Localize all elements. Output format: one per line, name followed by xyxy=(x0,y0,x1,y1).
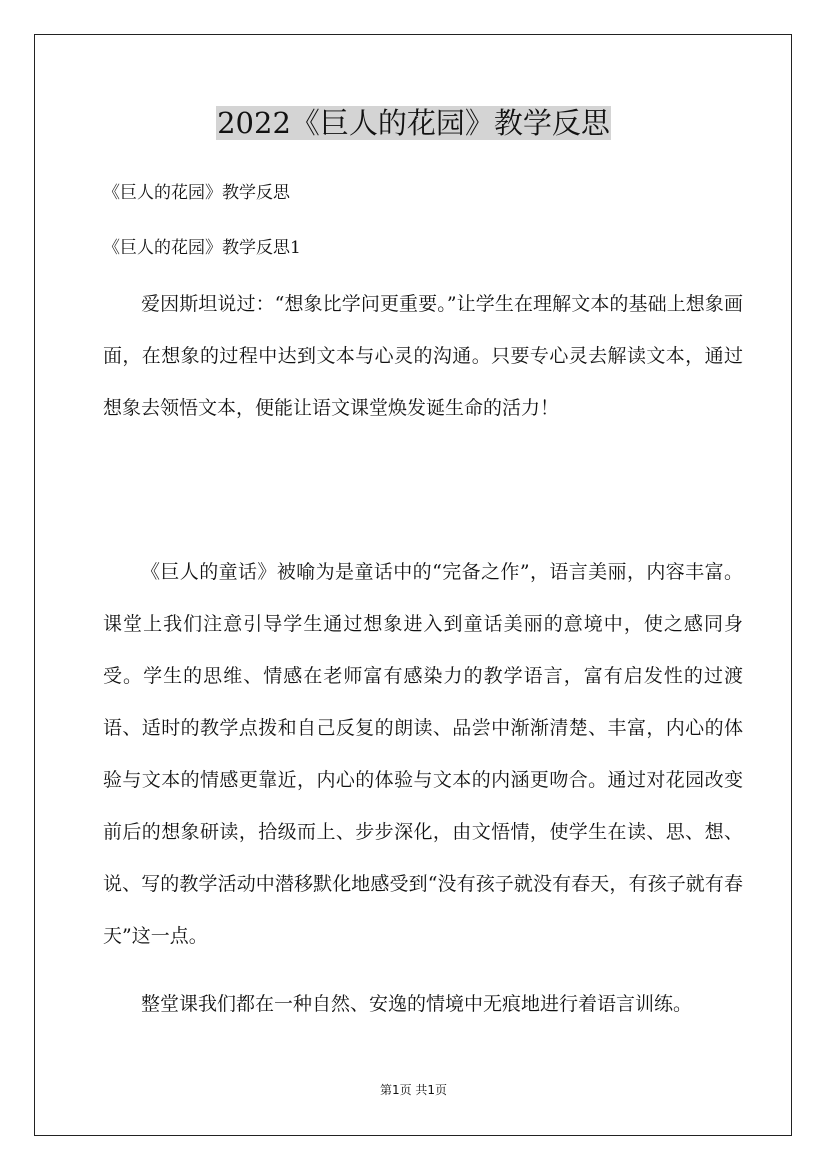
paragraph-1: 爱因斯坦说过：“想象比学问更重要。”让学生在理解文本的基础上想象画面，在想象的过程中达到文本与心灵的沟通。只要专心灵去解读文本，通过想象去领悟文本，便能让语文课堂焕发诞生命的活力！ xyxy=(103,293,743,419)
document-subtitle: 《巨人的花园》教学反思 xyxy=(103,183,290,203)
paragraph-3: 整堂课我们都在一种自然、安逸的情境中无痕地进行着语言训练。 xyxy=(141,993,693,1015)
page-footer: 第1页 共1页 xyxy=(379,1083,448,1097)
document-title xyxy=(0,104,827,142)
paragraph-2: 《巨人的童话》被喻为是童话中的“完备之作”，语言美丽，内容丰富。课堂上我们注意引导学生通过想象进入到童话美丽的意境中，使之感同身受。学生的思维、情感在老师富有感染力的教学语言，富有启发性的过渡语、适时的教学点拨和自己反复的朗读、品尝中渐渐清楚、丰富，内心的体验与文本的情感更靠近，内心的体验与文本的内涵更吻合。通过对花园改变前后的想象研读，拾级而上、步步深化，由文悟情，使学生在读、思、想、说、写的教学活动中潜移默化地感受到“没有孩子就没有春天，有孩子就有春天”这一点。 xyxy=(103,561,743,947)
section-heading: 《巨人的花园》教学反思1 xyxy=(103,238,301,258)
document-title-text: 2022《巨人的花园》教学反思 xyxy=(217,106,610,140)
